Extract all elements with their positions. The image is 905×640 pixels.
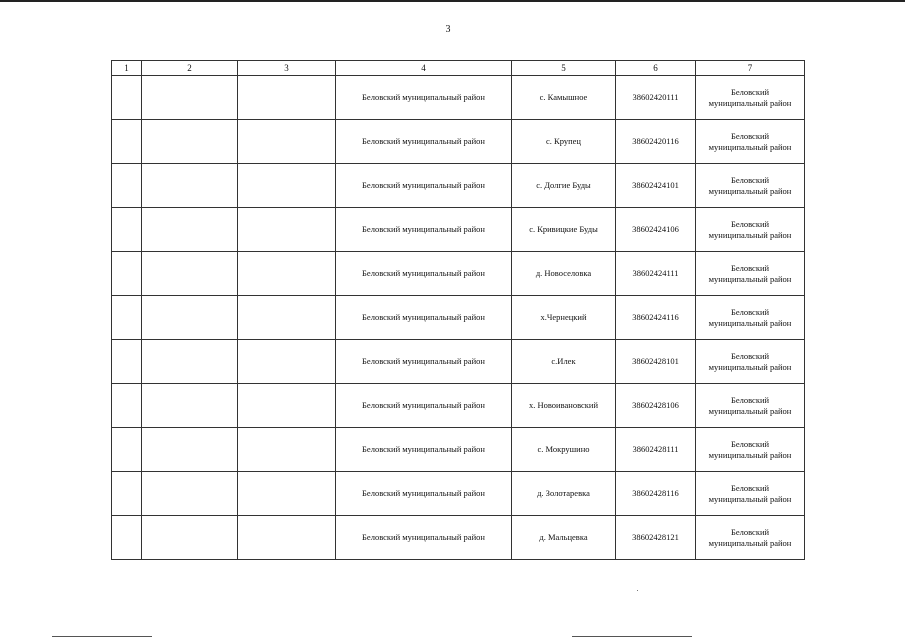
cell-code: 38602420116: [616, 120, 696, 164]
table-row: [112, 76, 805, 120]
cell-district: Беловский муниципальный район: [336, 120, 512, 164]
cell-col-2: [142, 340, 238, 384]
cell-municipality: [696, 428, 805, 472]
municipality-line-1: Беловский: [730, 306, 770, 317]
cell-municipality: [696, 340, 805, 384]
cell-municipality: [696, 76, 805, 120]
municipality-line-2: муниципальный район: [708, 185, 792, 196]
bottom-scan-line-right: [572, 636, 692, 637]
table-row: [112, 340, 805, 384]
cell-district: Беловский муниципальный район: [336, 164, 512, 208]
table-row: [112, 384, 805, 428]
page-number: 3: [445, 24, 451, 35]
cell-col-1: [112, 384, 142, 428]
cell-municipality: [696, 384, 805, 428]
municipality-line-1: Беловский: [730, 174, 770, 185]
settlements-table: [111, 60, 805, 560]
municipality-line-1: Беловский: [730, 130, 770, 141]
cell-col-2: [142, 296, 238, 340]
cell-col-3: [238, 340, 336, 384]
table-row: [112, 164, 805, 208]
cell-col-2: [142, 76, 238, 120]
cell-municipality: [696, 516, 805, 560]
cell-col-1: [112, 120, 142, 164]
table-header: [112, 61, 805, 76]
cell-district: Беловский муниципальный район: [336, 340, 512, 384]
cell-municipality: [696, 472, 805, 516]
column-header-4: 4: [336, 61, 512, 76]
cell-col-3: [238, 120, 336, 164]
cell-settlement: д. Мальцевка: [512, 516, 616, 560]
cell-col-3: [238, 76, 336, 120]
cell-col-3: [238, 296, 336, 340]
municipality-line-1: Беловский: [730, 218, 770, 229]
municipality-line-1: Беловский: [730, 350, 770, 361]
cell-settlement: с. Мокрушино: [512, 428, 616, 472]
cell-code: 38602428121: [616, 516, 696, 560]
cell-settlement: с. Долгие Буды: [512, 164, 616, 208]
cell-municipality: [696, 208, 805, 252]
table-body: [112, 76, 805, 560]
municipality-line-2: муниципальный район: [708, 405, 792, 416]
municipality-line-2: муниципальный район: [708, 317, 792, 328]
column-header-6: 6: [616, 61, 696, 76]
municipality-line-2: муниципальный район: [708, 141, 792, 152]
cell-settlement: х.Чернецкий: [512, 296, 616, 340]
table-row: [112, 472, 805, 516]
municipality-line-2: муниципальный район: [708, 229, 792, 240]
cell-municipality: [696, 120, 805, 164]
column-header-7: 7: [696, 61, 805, 76]
cell-col-1: [112, 296, 142, 340]
cell-col-2: [142, 384, 238, 428]
cell-col-2: [142, 208, 238, 252]
cell-settlement: с. Кривицкие Буды: [512, 208, 616, 252]
cell-settlement: с. Крупец: [512, 120, 616, 164]
municipality-line-2: муниципальный район: [708, 537, 792, 548]
cell-col-3: [238, 516, 336, 560]
cell-col-1: [112, 428, 142, 472]
column-header-1: 1: [112, 61, 142, 76]
cell-col-3: [238, 472, 336, 516]
municipality-line-2: муниципальный район: [708, 493, 792, 504]
cell-col-1: [112, 340, 142, 384]
cell-col-3: [238, 384, 336, 428]
municipality-line-2: муниципальный район: [708, 273, 792, 284]
municipality-line-2: муниципальный район: [708, 361, 792, 372]
table-row: [112, 516, 805, 560]
cell-municipality: [696, 296, 805, 340]
table-row: [112, 120, 805, 164]
cell-col-3: [238, 252, 336, 296]
cell-settlement: х. Новоивановский: [512, 384, 616, 428]
cell-settlement: с.Илек: [512, 340, 616, 384]
column-header-3: 3: [238, 61, 336, 76]
cell-code: 38602424111: [616, 252, 696, 296]
cell-col-3: [238, 164, 336, 208]
cell-district: Беловский муниципальный район: [336, 208, 512, 252]
column-header-2: 2: [142, 61, 238, 76]
cell-code: 38602428106: [616, 384, 696, 428]
table-row: [112, 252, 805, 296]
table-row: [112, 208, 805, 252]
cell-code: 38602428101: [616, 340, 696, 384]
cell-col-2: [142, 252, 238, 296]
cell-code: 38602424106: [616, 208, 696, 252]
cell-district: Беловский муниципальный район: [336, 384, 512, 428]
municipality-line-1: Беловский: [730, 438, 770, 449]
municipality-line-1: Беловский: [730, 262, 770, 273]
cell-col-2: [142, 472, 238, 516]
municipality-line-1: Беловский: [730, 86, 770, 97]
cell-settlement: д. Золотаревка: [512, 472, 616, 516]
cell-district: Беловский муниципальный район: [336, 472, 512, 516]
cell-col-2: [142, 428, 238, 472]
cell-col-3: [238, 208, 336, 252]
cell-district: Беловский муниципальный район: [336, 252, 512, 296]
cell-col-1: [112, 516, 142, 560]
cell-district: Беловский муниципальный район: [336, 296, 512, 340]
cell-col-2: [142, 164, 238, 208]
cell-settlement: д. Новоселовка: [512, 252, 616, 296]
cell-code: 38602424101: [616, 164, 696, 208]
cell-code: 38602428111: [616, 428, 696, 472]
page-top-border: [0, 0, 905, 2]
cell-code: 38602424116: [616, 296, 696, 340]
column-header-5: 5: [512, 61, 616, 76]
cell-col-1: [112, 76, 142, 120]
cell-col-1: [112, 164, 142, 208]
municipality-line-1: Беловский: [730, 526, 770, 537]
table-row: [112, 428, 805, 472]
cell-district: Беловский муниципальный район: [336, 76, 512, 120]
municipality-line-2: муниципальный район: [708, 97, 792, 108]
municipality-line-1: Беловский: [730, 482, 770, 493]
table-header-row: [112, 61, 805, 76]
cell-col-2: [142, 120, 238, 164]
municipality-line-1: Беловский: [730, 394, 770, 405]
cell-col-1: [112, 252, 142, 296]
cell-municipality: [696, 164, 805, 208]
cell-municipality: [696, 252, 805, 296]
cell-col-2: [142, 516, 238, 560]
scan-speck: [637, 590, 638, 591]
bottom-scan-line-left: [52, 636, 152, 637]
cell-code: 38602428116: [616, 472, 696, 516]
municipality-line-2: муниципальный район: [708, 449, 792, 460]
cell-code: 38602420111: [616, 76, 696, 120]
cell-col-3: [238, 428, 336, 472]
cell-col-1: [112, 208, 142, 252]
cell-district: Беловский муниципальный район: [336, 428, 512, 472]
cell-settlement: с. Камышное: [512, 76, 616, 120]
cell-col-1: [112, 472, 142, 516]
cell-district: Беловский муниципальный район: [336, 516, 512, 560]
table-row: [112, 296, 805, 340]
